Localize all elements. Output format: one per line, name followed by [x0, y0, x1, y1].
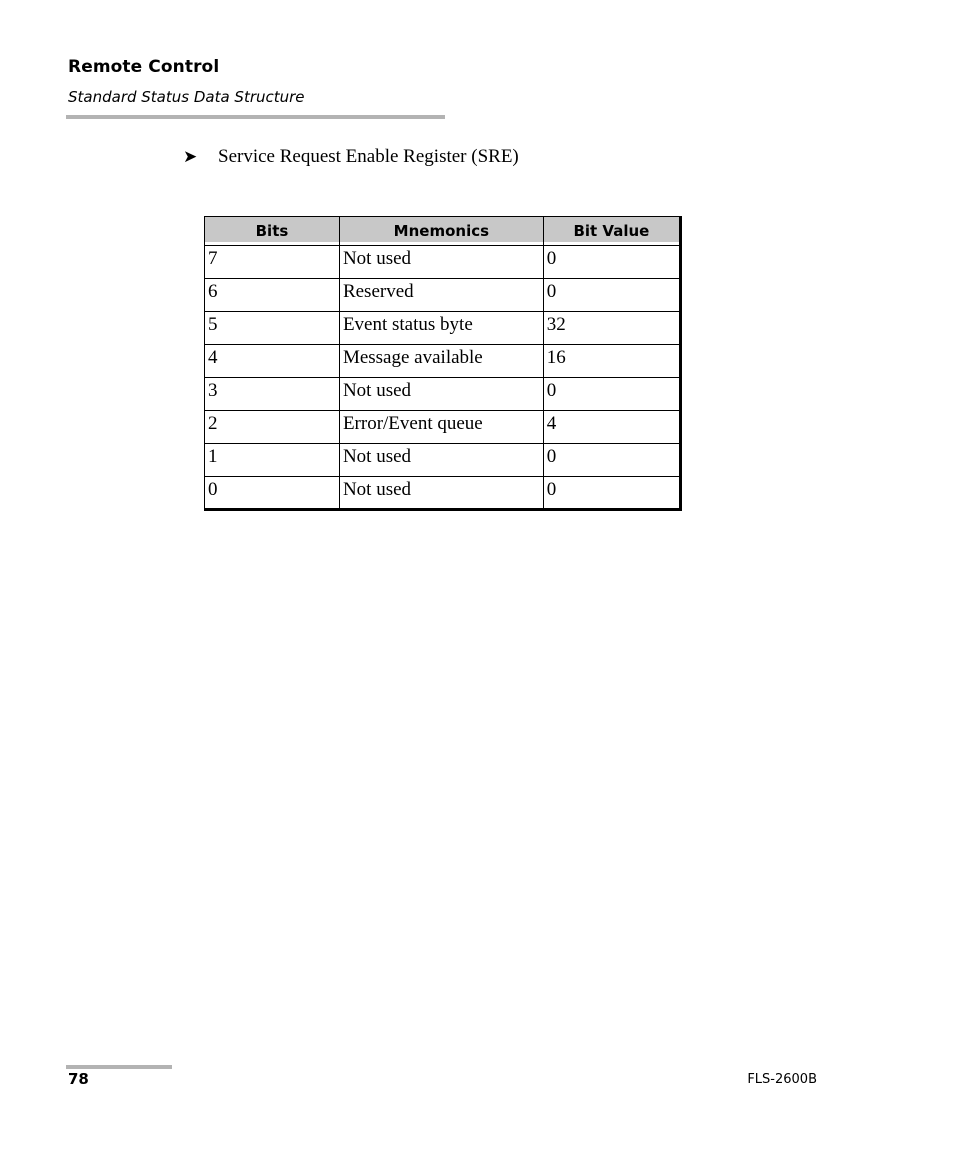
mnemonic-cell: Not used — [339, 444, 543, 477]
bit-cell: 6 — [205, 279, 340, 312]
bit-cell: 4 — [205, 345, 340, 378]
bit-value-cell: 32 — [543, 312, 680, 345]
section-heading-line — [183, 146, 519, 168]
table-row — [205, 312, 681, 345]
mnemonic-cell: Reserved — [339, 279, 543, 312]
bit-value-cell: 4 — [543, 411, 680, 444]
sre-register-table — [204, 216, 682, 511]
arrow-bullet-icon: ➤ — [183, 147, 198, 166]
bit-value-cell: 0 — [543, 279, 680, 312]
column-header-bits: Bits — [205, 217, 340, 246]
header-subtitle: Standard Status Data Structure — [68, 88, 305, 106]
table-row — [205, 444, 681, 477]
bit-cell: 0 — [205, 477, 340, 510]
bit-value-cell: 0 — [543, 378, 680, 411]
bit-cell: 7 — [205, 246, 340, 279]
bit-cell: 1 — [205, 444, 340, 477]
mnemonic-cell: Event status byte — [339, 312, 543, 345]
bit-cell: 2 — [205, 411, 340, 444]
section-heading: Service Request Enable Register (SRE) — [218, 146, 519, 167]
mnemonic-cell: Not used — [339, 378, 543, 411]
table-row — [205, 477, 681, 510]
bit-value-cell: 0 — [543, 477, 680, 510]
table-row — [205, 378, 681, 411]
mnemonic-cell: Message available — [339, 345, 543, 378]
footer-rule — [66, 1065, 172, 1069]
mnemonic-cell: Not used — [339, 477, 543, 510]
bit-cell: 3 — [205, 378, 340, 411]
page-number: 78 — [68, 1070, 89, 1088]
header-rule — [66, 115, 445, 119]
bit-value-cell: 16 — [543, 345, 680, 378]
header-title: Remote Control — [68, 57, 220, 77]
product-name: FLS-2600B — [747, 1072, 817, 1087]
mnemonic-cell: Error/Event queue — [339, 411, 543, 444]
bit-cell: 5 — [205, 312, 340, 345]
column-header-bit-value: Bit Value — [543, 217, 680, 246]
mnemonic-cell: Not used — [339, 246, 543, 279]
table-row — [205, 279, 681, 312]
table-row — [205, 345, 681, 378]
bit-value-cell: 0 — [543, 246, 680, 279]
column-header-mnemonics: Mnemonics — [339, 217, 543, 246]
table-row — [205, 246, 681, 279]
bit-value-cell: 0 — [543, 444, 680, 477]
table-row — [205, 411, 681, 444]
table-header-row — [205, 217, 681, 246]
